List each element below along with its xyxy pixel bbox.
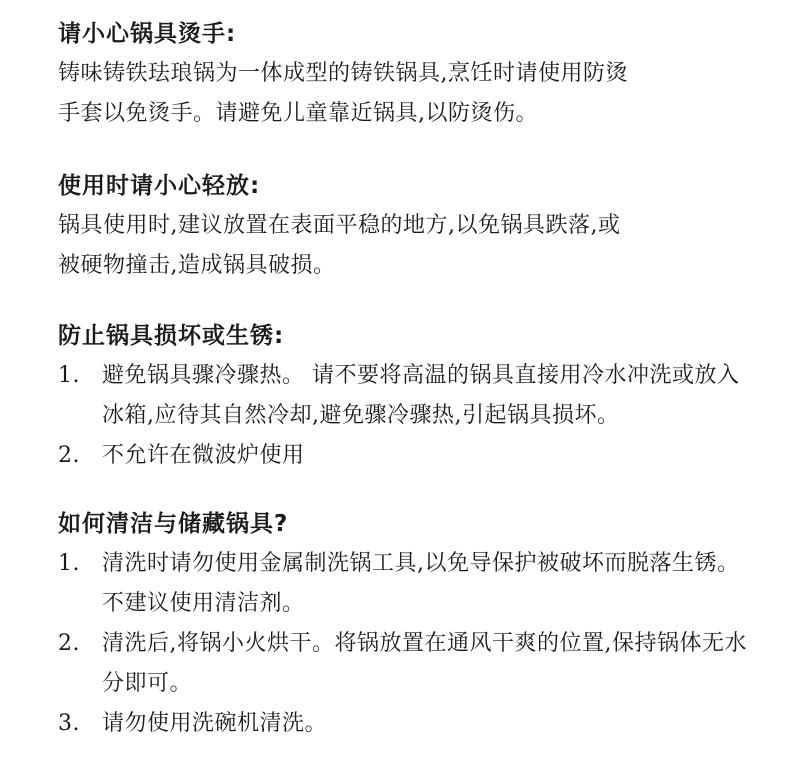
body-line: 铸味铸铁珐琅锅为一体成型的铸铁锅具,烹饪时请使用防烫 <box>58 61 628 86</box>
list-number: 2. <box>58 443 80 468</box>
section-heading: 使用时请小心轻放: <box>58 173 261 199</box>
list-text: 避免锅具骤冷骤热。 请不要将高温的锅具直接用冷水冲洗或放入冰箱,应待其自然冷却,避免骤冷骤热,引起锅具损坏。 <box>102 363 740 428</box>
list-text: 请勿使用洗碗机清洗。 <box>102 711 328 736</box>
section-gentle-use <box>58 166 758 286</box>
list-item <box>58 356 758 436</box>
list-text: 清洗后,将锅小火烘干。将锅放置在通风干爽的位置,保持锅体无水分即可。 <box>102 631 747 696</box>
body-line: 锅具使用时,建议放置在表面平稳的地方,以免锅具跌落,或 <box>58 213 621 238</box>
section-prevent-damage <box>58 316 758 476</box>
list-item <box>58 544 758 624</box>
list-number: 2. <box>58 631 80 656</box>
list-number: 1. <box>58 363 80 388</box>
care-instructions-document <box>58 14 758 744</box>
list-item <box>58 704 758 744</box>
list-item <box>58 436 758 476</box>
section-heading: 防止锅具损坏或生锈: <box>58 323 285 349</box>
section-heading: 请小心锅具烫手: <box>58 21 237 47</box>
list-text: 清洗时请勿使用金属制洗锅工具,以免导保护被破坏而脱落生锈。不建议使用清洁剂。 <box>102 551 740 616</box>
list-number: 1. <box>58 551 80 576</box>
section-cleaning-storage <box>58 504 758 744</box>
list-text: 不允许在微波炉使用 <box>102 443 305 468</box>
body-line: 被硬物撞击,造成锅具破损。 <box>58 253 336 278</box>
list-item <box>58 624 758 704</box>
section-hot-handling <box>58 14 758 134</box>
body-line: 手套以免烫手。请避免儿童靠近锅具,以防烫伤。 <box>58 101 538 126</box>
list-number: 3. <box>58 711 80 736</box>
section-heading: 如何清洁与储藏锅具? <box>58 511 289 537</box>
